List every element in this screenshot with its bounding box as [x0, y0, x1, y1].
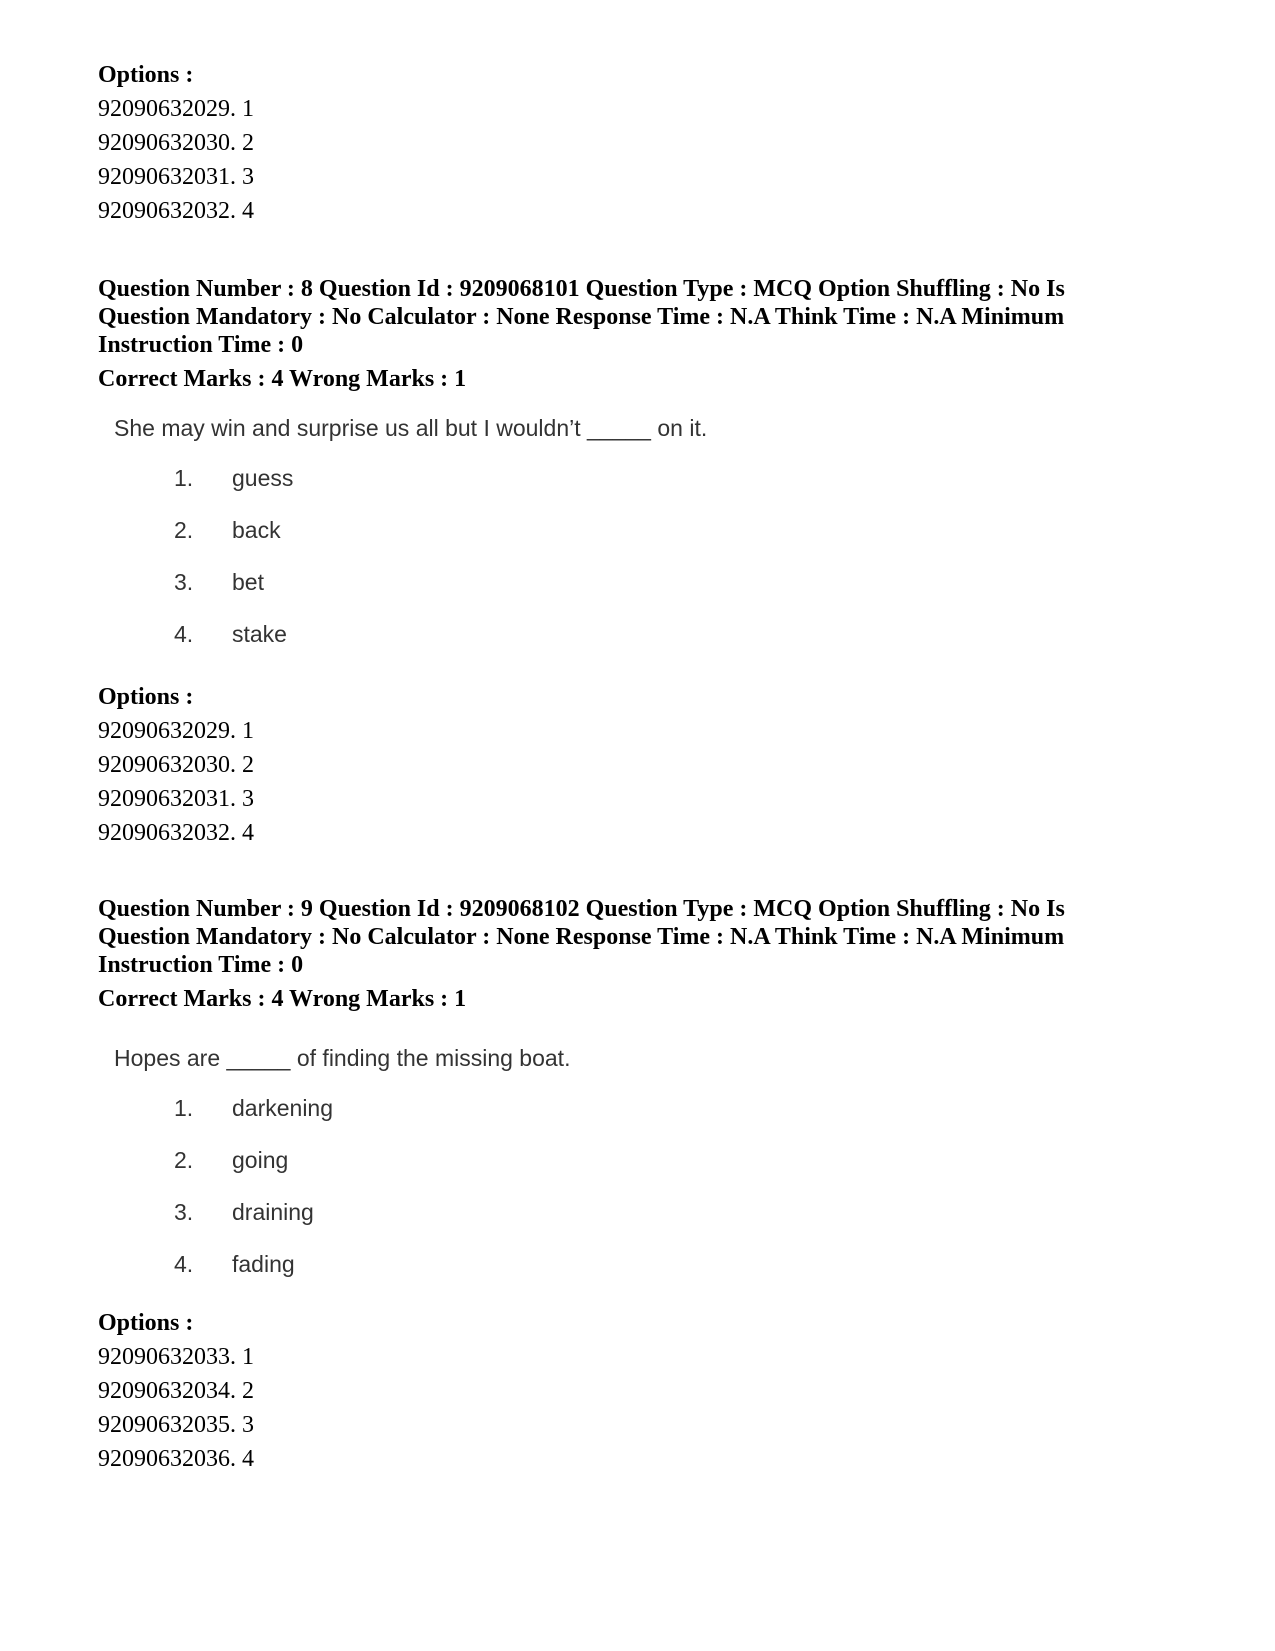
choice-list: [114, 1093, 874, 1301]
choice-number: 3.: [174, 569, 194, 595]
option-line: 92090632032. 4: [98, 820, 254, 846]
option-line: 92090632033. 1: [98, 1344, 254, 1370]
option-line: 92090632030. 2: [98, 130, 254, 156]
choice-number: 2.: [174, 1147, 194, 1173]
choice-number: 4.: [174, 1251, 194, 1277]
choice-item: [114, 1197, 874, 1249]
choice-item: [114, 463, 874, 515]
question-meta: Question Number : 9 Question Id : 9209068102 Question Type : MCQ Option Shuffling : No Is Question Mandatory : No Calculator : None Response Time : N.A Think Time : N.A Minimum Instruction Time : 0: [98, 896, 1065, 978]
option-line: 92090632031. 3: [98, 164, 254, 190]
choice-text: going: [232, 1147, 289, 1173]
options-block-previous: [98, 58, 498, 228]
question-9-header: [98, 895, 1158, 1013]
choice-item: [114, 1249, 874, 1301]
options-label: Options :: [98, 684, 194, 710]
question-8-header: [98, 275, 1158, 393]
choice-item: [114, 1145, 874, 1197]
choice-text: draining: [232, 1199, 314, 1225]
question-marks: Correct Marks : 4 Wrong Marks : 1: [98, 366, 467, 392]
option-line: 92090632029. 1: [98, 96, 254, 122]
choice-list: [114, 463, 874, 671]
choice-text: guess: [232, 465, 294, 491]
choice-text: darkening: [232, 1095, 334, 1121]
options-label: Options :: [98, 1310, 194, 1336]
option-line: 92090632031. 3: [98, 786, 254, 812]
option-line: 92090632034. 2: [98, 1378, 254, 1404]
option-line: 92090632029. 1: [98, 718, 254, 744]
question-stem: She may win and surprise us all but I wouldn’t _____ on it.: [114, 415, 708, 441]
question-8-content: [114, 413, 874, 671]
choice-number: 1.: [174, 1095, 194, 1121]
question-stem: Hopes are _____ of finding the missing boat.: [114, 1045, 571, 1071]
choice-item: [114, 619, 874, 671]
choice-number: 4.: [174, 621, 194, 647]
choice-text: back: [232, 517, 281, 543]
options-label: Options :: [98, 62, 194, 88]
choice-item: [114, 567, 874, 619]
choice-number: 2.: [174, 517, 194, 543]
option-line: 92090632032. 4: [98, 198, 254, 224]
option-line: 92090632036. 4: [98, 1446, 254, 1472]
option-line: 92090632035. 3: [98, 1412, 254, 1438]
options-block-q9: [98, 1306, 498, 1476]
option-line: 92090632030. 2: [98, 752, 254, 778]
choice-text: bet: [232, 569, 264, 595]
choice-item: [114, 515, 874, 567]
options-block-q8: [98, 680, 498, 850]
choice-number: 3.: [174, 1199, 194, 1225]
question-marks: Correct Marks : 4 Wrong Marks : 1: [98, 986, 467, 1012]
choice-text: fading: [232, 1251, 295, 1277]
choice-number: 1.: [174, 465, 194, 491]
question-9-content: [114, 1043, 874, 1301]
choice-text: stake: [232, 621, 287, 647]
choice-item: [114, 1093, 874, 1145]
question-meta: Question Number : 8 Question Id : 9209068101 Question Type : MCQ Option Shuffling : No Is Question Mandatory : No Calculator : None Response Time : N.A Think Time : N.A Minimum Instruction Time : 0: [98, 276, 1065, 358]
